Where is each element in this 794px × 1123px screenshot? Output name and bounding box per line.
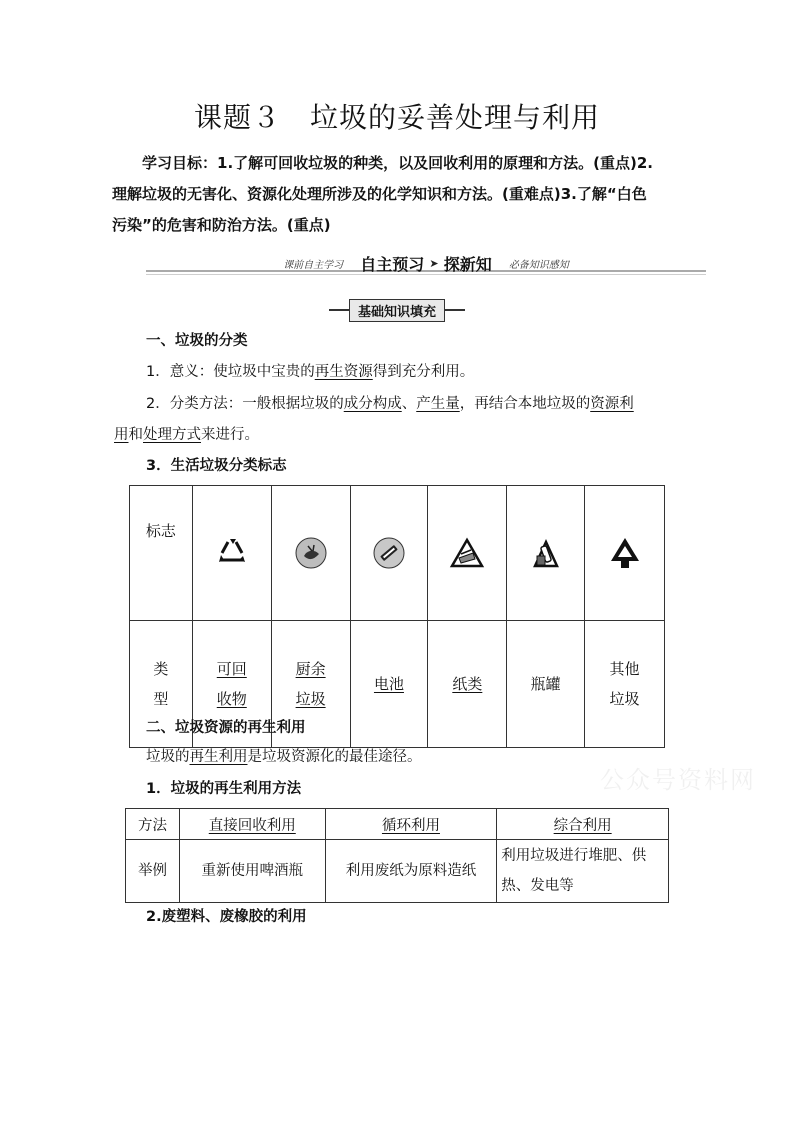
recycle-icon (192, 486, 271, 621)
battery-icon (350, 486, 428, 621)
paragraph-method-continued: 用和处理方式来进行。 (114, 427, 259, 443)
section-banner (146, 252, 706, 276)
table-row (130, 486, 665, 621)
type-bottles-cans: 瓶罐 (507, 621, 585, 748)
header-cyclic-use: 循环利用 (325, 809, 497, 840)
heading-part-1: 一、垃圾的分类 (146, 333, 248, 349)
example-direct: 重新使用啤酒瓶 (179, 840, 325, 903)
objectives-line-2: 理解垃圾的无害化、资源化处理所涉及的化学知识和方法。(重难点)3.了解“白色 (112, 185, 647, 203)
table-label-sign: 标志 (130, 486, 193, 621)
row-label-example: 举例 (126, 840, 180, 903)
paragraph-recycling-intro: 垃圾的再生利用是垃圾资源化的最佳途径。 (146, 749, 422, 765)
bottle-icon (507, 486, 585, 621)
heading-recycling-methods: 1．垃圾的再生利用方法 (146, 781, 302, 797)
heading-sort-signs: 3．生活垃圾分类标志 (146, 458, 287, 474)
table-row (126, 840, 669, 903)
paragraph-method: 2．分类方法：一般根据垃圾的成分构成、产生量，再结合本地垃圾的资源利 (146, 396, 634, 412)
food-waste-icon (271, 486, 350, 621)
page-title: 课题３ 垃圾的妥善处理与利用 (193, 101, 600, 134)
answer-renewable-resources: 再生资源 (314, 364, 373, 380)
example-cyclic: 利用废纸为原料造纸 (325, 840, 497, 903)
section-dash-left (329, 309, 349, 311)
header-direct-recycling: 直接回收利用 (179, 809, 325, 840)
answer-recycling: 再生利用 (189, 749, 248, 765)
answer-resource-use: 资源利 (590, 396, 634, 412)
objectives-label: 学习目标： (142, 154, 218, 172)
type-battery: 电池 (350, 621, 428, 748)
header-comprehensive-use: 综合利用 (497, 809, 669, 840)
paper-icon (428, 486, 507, 621)
table-row (126, 809, 669, 840)
recycling-method-table (125, 808, 669, 903)
banner-arrow-icon: ➤ (429, 257, 439, 270)
example-comprehensive: 利用垃圾进行堆肥、供 热、发电等 (497, 840, 669, 903)
type-food-waste: 厨余 垃圾 (271, 621, 350, 748)
watermark: 公众号资料网 (600, 766, 756, 794)
answer-treatment: 处理方式 (143, 427, 201, 443)
heading-part-2: 二、垃圾资源的再生利用 (146, 720, 306, 736)
type-paper: 纸类 (428, 621, 507, 748)
other-waste-icon (585, 486, 665, 621)
header-method: 方法 (126, 809, 180, 840)
type-other-waste: 其他 垃圾 (585, 621, 665, 748)
section-dash-right (445, 309, 465, 311)
objectives-line-3: 污染”的危害和防治方法。(重点) (112, 216, 331, 234)
banner-right-text: 必备知识感知 (508, 260, 569, 271)
answer-resource-use-end: 用 (114, 427, 129, 443)
banner-main-text-2: 探新知 (443, 255, 492, 274)
learning-objectives (112, 148, 684, 241)
banner-left-text: 课前自主学习 (283, 260, 344, 271)
objectives-line-1: 1.了解可回收垃圾的种类，以及回收利用的原理和方法。(重点)2. (217, 154, 653, 172)
table-label-type: 类 型 (130, 621, 193, 748)
waste-sign-table (129, 485, 665, 748)
heading-plastic-rubber: 2.废塑料、废橡胶的利用 (146, 909, 307, 925)
answer-composition: 成分构成 (343, 396, 402, 412)
section-label-box (0, 296, 794, 322)
banner-main-text-1: 自主预习 (360, 255, 425, 274)
section-label: 基础知识填充 (349, 299, 445, 322)
answer-output: 产生量 (416, 396, 460, 412)
paragraph-meaning: 1．意义：使垃圾中宝贵的再生资源得到充分利用。 (146, 364, 475, 380)
type-recyclable: 可回 收物 (192, 621, 271, 748)
